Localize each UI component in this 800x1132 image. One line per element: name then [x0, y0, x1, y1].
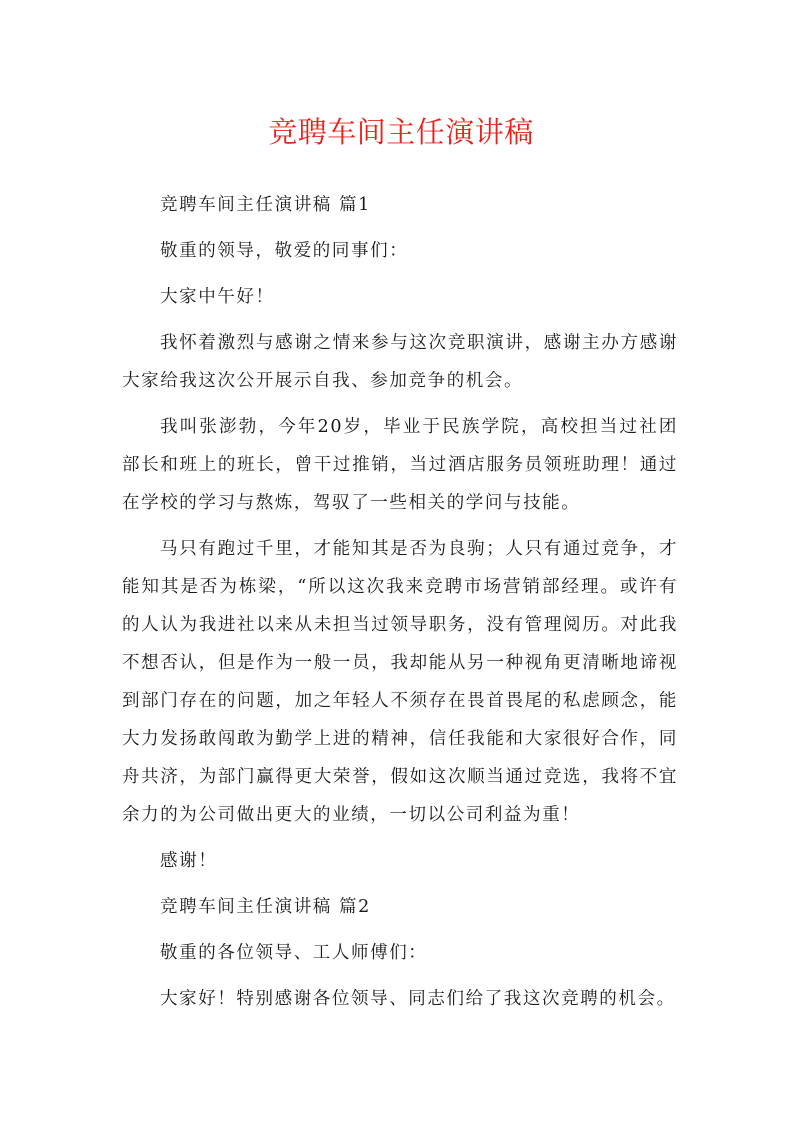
- section-heading-2: 竞聘车间主任演讲稿 篇2: [160, 897, 371, 917]
- greeting: 大家中午好！: [160, 287, 275, 307]
- salutation: 敬重的各位领导、工人师傅们：: [160, 943, 428, 963]
- document-body: [122, 186, 678, 1018]
- paragraph: 大家好！特别感谢各位领导、同志们给了我这次竞聘的机会。: [160, 989, 676, 1009]
- paragraph: 我怀着激烈与感谢之情来参与这次竞职演讲，感谢主办方感谢大家给我这次公开展示自我、参加竞争的机会。: [122, 333, 678, 391]
- salutation: 敬重的领导，敬爱的同事们：: [160, 241, 409, 261]
- paragraph: 马只有跑过千里，才能知其是否为良驹；人只有通过竞争，才能知其是否为栋梁，“所以这次我来竞聘市场营销部经理。或许有的人认为我进社以来从未担当过领导职务，没有管理阅历。对此我不想否认，但是作为一般一员，我却能从另一种视角更清晰地谛视到部门存在的问题，加之年轻人不须存在畏首畏尾的私虑顾念，能大力发扬敢闯敢为勤学上进的精神，信任我能和大家很好合作，同舟共济，为部门赢得更大荣誉，假如这次顺当通过竞选，我将不宜余力的为公司做出更大的业绩，一切以公司利益为重！: [122, 539, 678, 825]
- closing-thanks: 感谢！: [160, 851, 218, 871]
- document-title: 竞聘车间主任演讲稿: [268, 115, 534, 149]
- paragraph: 我叫张澎勃，今年20岁，毕业于民族学院，高校担当过社团部长和班上的班长，曾干过推销，当过酒店服务员领班助理！通过在学校的学习与熬炼，驾驭了一些相关的学问与技能。: [122, 417, 678, 513]
- section-heading-1: 竞聘车间主任演讲稿 篇1: [160, 195, 371, 215]
